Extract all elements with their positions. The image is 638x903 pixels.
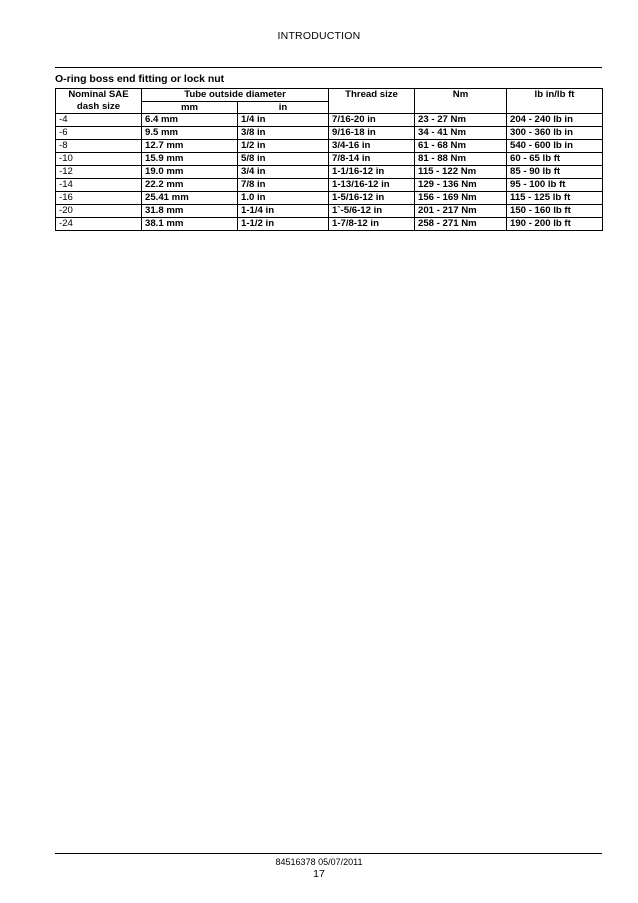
header-thread-size: Thread size [329, 89, 415, 114]
page-header-title: INTRODUCTION [277, 30, 361, 42]
cell-mm: 9.5 mm [142, 127, 238, 140]
cell-thread: 7/16-20 in [329, 114, 415, 127]
cell-in: 3/4 in [238, 166, 329, 179]
cell-nm: 81 - 88 Nm [415, 153, 507, 166]
cell-thread: 1-7/8-12 in [329, 218, 415, 231]
header-nominal-line2: dash size [76, 101, 121, 112]
cell-thread: 9/16-18 in [329, 127, 415, 140]
cell-mm: 22.2 mm [142, 179, 238, 192]
cell-thread: 1`-5/6-12 in [329, 205, 415, 218]
cell-dash-size: -14 [56, 179, 142, 192]
cell-dash-size: -6 [56, 127, 142, 140]
cell-lb: 540 - 600 lb in [507, 140, 603, 153]
cell-mm: 38.1 mm [142, 218, 238, 231]
cell-dash-size: -16 [56, 192, 142, 205]
cell-nm: 23 - 27 Nm [415, 114, 507, 127]
table-row [56, 127, 603, 140]
header-nominal-sae [56, 89, 142, 114]
cell-lb: 85 - 90 lb ft [507, 166, 603, 179]
cell-dash-size: -24 [56, 218, 142, 231]
cell-dash-size: -20 [56, 205, 142, 218]
cell-thread: 1-5/16-12 in [329, 192, 415, 205]
cell-nm: 129 - 136 Nm [415, 179, 507, 192]
torque-table [55, 88, 603, 231]
table-row [56, 140, 603, 153]
header-mm: mm [142, 102, 238, 114]
cell-nm: 156 - 169 Nm [415, 192, 507, 205]
cell-in: 5/8 in [238, 153, 329, 166]
section-title: O-ring boss end fitting or lock nut [55, 73, 225, 85]
cell-dash-size: -12 [56, 166, 142, 179]
cell-nm: 115 - 122 Nm [415, 166, 507, 179]
cell-in: 1/4 in [238, 114, 329, 127]
cell-lb: 300 - 360 lb in [507, 127, 603, 140]
header-tube-diameter: Tube outside diameter [142, 89, 329, 102]
cell-thread: 7/8-14 in [329, 153, 415, 166]
table-body [56, 114, 603, 231]
cell-mm: 31.8 mm [142, 205, 238, 218]
table-row [56, 166, 603, 179]
cell-mm: 19.0 mm [142, 166, 238, 179]
cell-nm: 258 - 271 Nm [415, 218, 507, 231]
cell-lb: 190 - 200 lb ft [507, 218, 603, 231]
cell-in: 1-1/2 in [238, 218, 329, 231]
cell-dash-size: -10 [56, 153, 142, 166]
cell-dash-size: -8 [56, 140, 142, 153]
cell-lb: 150 - 160 lb ft [507, 205, 603, 218]
cell-lb: 204 - 240 lb in [507, 114, 603, 127]
table-row [56, 192, 603, 205]
header-divider [55, 67, 602, 68]
cell-in: 3/8 in [238, 127, 329, 140]
cell-thread: 1-13/16-12 in [329, 179, 415, 192]
cell-lb: 115 - 125 lb ft [507, 192, 603, 205]
footer-divider [55, 853, 602, 854]
cell-in: 7/8 in [238, 179, 329, 192]
cell-in: 1-1/4 in [238, 205, 329, 218]
header-in: in [238, 102, 329, 114]
document-code: 84516378 05/07/2011 [275, 857, 363, 867]
cell-nm: 34 - 41 Nm [415, 127, 507, 140]
cell-lb: 95 - 100 lb ft [507, 179, 603, 192]
header-nominal-line1: Nominal SAE [68, 89, 129, 100]
table-row [56, 153, 603, 166]
table-row [56, 114, 603, 127]
cell-mm: 6.4 mm [142, 114, 238, 127]
table-row [56, 218, 603, 231]
cell-nm: 201 - 217 Nm [415, 205, 507, 218]
cell-lb: 60 - 65 lb ft [507, 153, 603, 166]
cell-mm: 12.7 mm [142, 140, 238, 153]
cell-thread: 1-1/16-12 in [329, 166, 415, 179]
cell-in: 1.0 in [238, 192, 329, 205]
page-number: 17 [313, 868, 325, 880]
cell-nm: 61 - 68 Nm [415, 140, 507, 153]
header-nm: Nm [415, 89, 507, 114]
cell-mm: 25.41 mm [142, 192, 238, 205]
cell-dash-size: -4 [56, 114, 142, 127]
header-lb: lb in/lb ft [507, 89, 603, 114]
cell-thread: 3/4-16 in [329, 140, 415, 153]
cell-in: 1/2 in [238, 140, 329, 153]
table-row [56, 179, 603, 192]
cell-mm: 15.9 mm [142, 153, 238, 166]
table-row [56, 205, 603, 218]
